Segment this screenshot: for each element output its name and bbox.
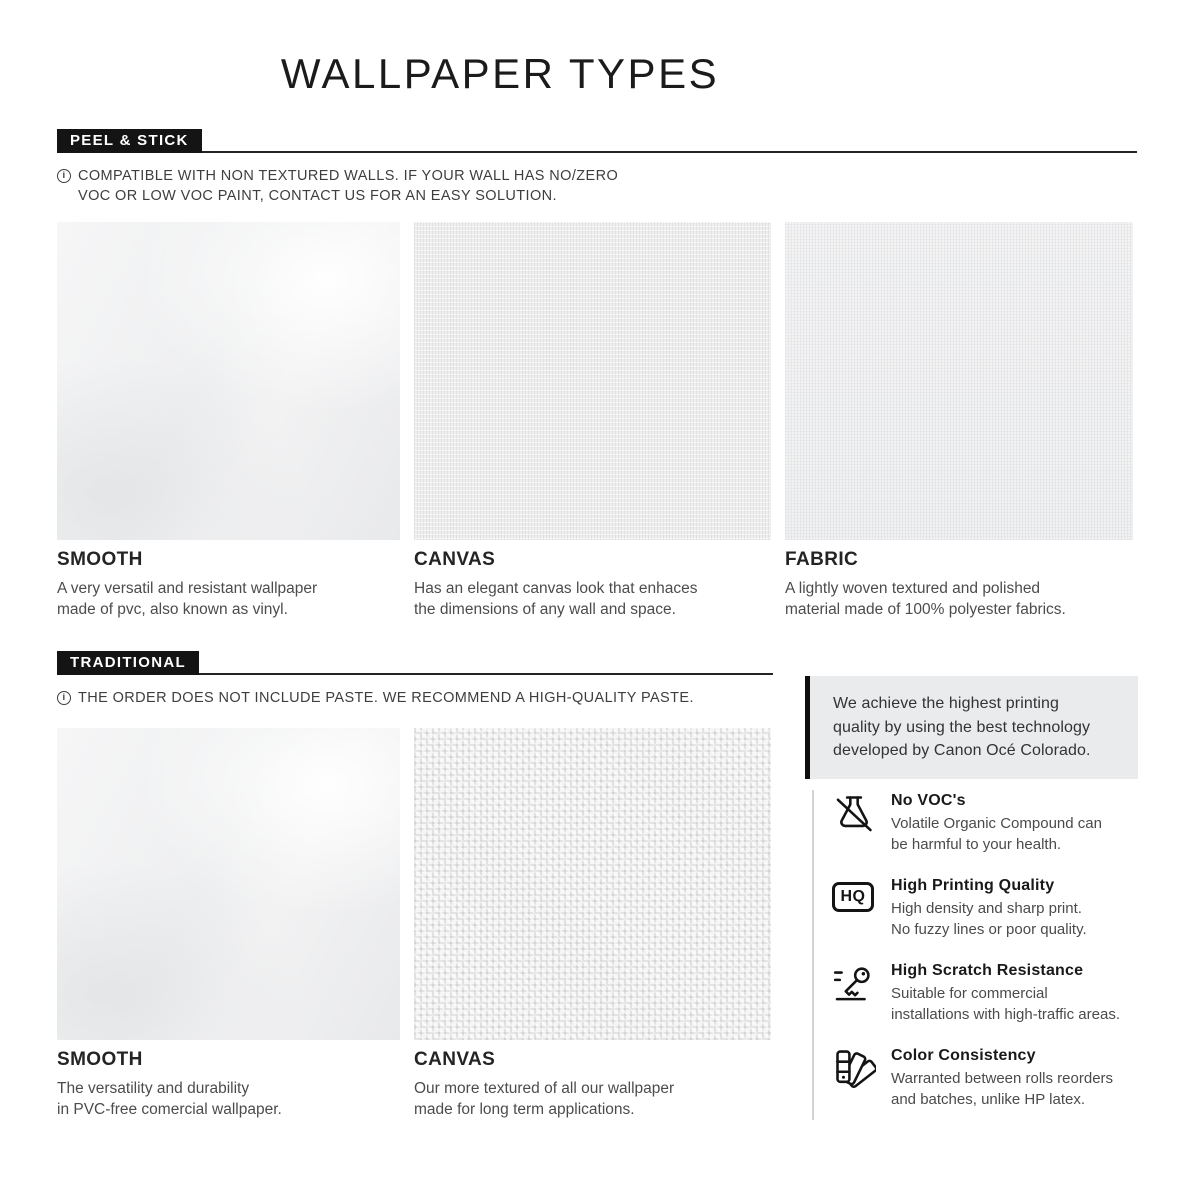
swatch-card-smooth: [57, 222, 400, 620]
section-label-peel-and-stick: PEEL & STICK: [57, 129, 202, 153]
feature-description: Warranted between rolls reorders and batches, unlike HP latex.: [891, 1070, 1114, 1108]
hq-badge-icon: HQ: [832, 877, 876, 921]
feature-title: No VOC's: [891, 792, 966, 809]
no-voc-flask-icon: [832, 792, 876, 836]
traditional-swatch-row: [57, 728, 771, 1120]
section-rule-peel: [57, 151, 1137, 153]
printing-quality-callout: We achieve the highest printing quality by using the best technology developed by Canon Océ Colorado.: [805, 676, 1138, 779]
swatch-card-smooth: [57, 728, 400, 1120]
swatch-name: FABRIC: [785, 549, 859, 570]
peel-stick-note: [57, 167, 618, 206]
swatch-card-canvas: [414, 222, 771, 620]
feature-title: High Scratch Resistance: [891, 962, 1084, 979]
swatch-name: SMOOTH: [57, 1049, 143, 1070]
feature-description: High density and sharp print. No fuzzy lines or poor quality.: [891, 900, 1087, 938]
key-scratch-icon: [832, 962, 876, 1006]
swatch-description: A very versatil and resistant wallpaper made of pvc, also known as vinyl.: [57, 580, 318, 618]
swatch-description: A lightly woven textured and polished material made of 100% polyester fabrics.: [785, 580, 1066, 618]
swatch-card-fabric: [785, 222, 1133, 620]
traditional-note: [57, 689, 694, 709]
feature-list: [812, 790, 1142, 1120]
section-label-traditional: TRADITIONAL: [57, 651, 199, 675]
peel-stick-swatch-row: [57, 222, 1137, 620]
feature-high-printing-quality: [832, 877, 1142, 940]
feature-color-consistency: [832, 1047, 1142, 1110]
page-title: WALLPAPER TYPES: [280, 50, 720, 97]
smooth-texture-sample: [57, 222, 400, 540]
feature-no-voc: [832, 792, 1142, 855]
swatch-description: Our more textured of all our wallpaper made for long term applications.: [414, 1080, 675, 1118]
swatch-card-canvas: [414, 728, 771, 1120]
canvas-texture-sample: [414, 728, 771, 1040]
note-line: THE ORDER DOES NOT INCLUDE PASTE. WE RECOMMEND A HIGH-QUALITY PASTE.: [78, 690, 694, 706]
color-swatches-icon: [832, 1047, 876, 1091]
swatch-name: CANVAS: [414, 1049, 496, 1070]
feature-title: High Printing Quality: [891, 877, 1055, 894]
note-line: VOC OR LOW VOC PAINT, CONTACT US FOR AN EASY SOLUTION.: [78, 187, 557, 204]
swatch-name: SMOOTH: [57, 549, 143, 570]
canvas-texture-sample: [414, 222, 771, 540]
swatch-description: The versatility and durability in PVC-free comercial wallpaper.: [57, 1080, 282, 1118]
info-icon: i: [57, 691, 71, 705]
feature-description: Suitable for commercial installations with high-traffic areas.: [891, 985, 1120, 1023]
feature-title: Color Consistency: [891, 1047, 1036, 1064]
fabric-texture-sample: [785, 222, 1133, 540]
feature-scratch-resistance: [832, 962, 1142, 1025]
swatch-name: CANVAS: [414, 549, 496, 570]
smooth-texture-sample: [57, 728, 400, 1040]
swatch-description: Has an elegant canvas look that enhaces the dimensions of any wall and space.: [414, 580, 698, 618]
feature-description: Volatile Organic Compound can be harmful to your health.: [891, 815, 1102, 853]
info-icon: i: [57, 169, 71, 183]
note-line: COMPATIBLE WITH NON TEXTURED WALLS. IF YOUR WALL HAS NO/ZERO: [78, 168, 619, 184]
